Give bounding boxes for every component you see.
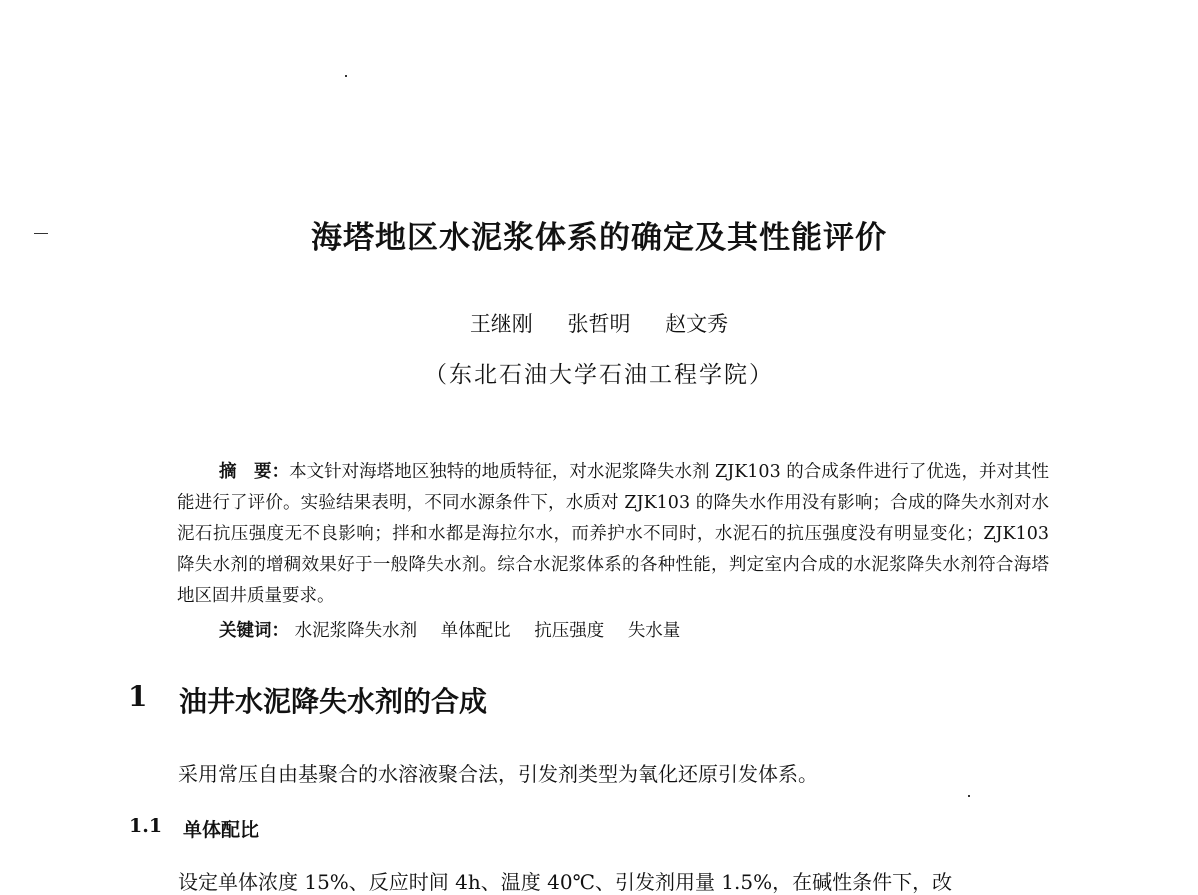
abstract-block xyxy=(177,457,1049,612)
author-name: 赵文秀 xyxy=(665,312,729,336)
abstract-text: 本文针对海塔地区独特的地质特征，对水泥浆降失水剂 ZJK103 的合成条件进行了优选，并对其性能进行了评价。实验结果表明，不同水源条件下，水质对 ZJK103 的降失水作用没有影响；合成的降失水剂对水泥石抗压强度无不良影响；拌和水都是海拉尔水，而养护水不同时，水泥石的抗压强度没有明显变化；ZJK103 降失水剂的增稠效果好于一般降失水剂。综合水泥浆体系的各种性能，判定室内合成的水泥浆降失水剂符合海塔地区固井质量要求。 xyxy=(177,462,1050,606)
author-list xyxy=(0,308,1198,338)
keywords-label: 关键词： xyxy=(219,621,289,641)
section-heading: 油井水泥降失水剂的合成 xyxy=(179,685,488,718)
subsection-number: 1.1 xyxy=(129,815,163,837)
subsection-heading: 单体配比 xyxy=(183,819,260,841)
author-affiliation: （东北石油大学石油工程学院） xyxy=(424,362,774,388)
keyword-item: 单体配比 xyxy=(440,621,511,641)
author-name: 王继刚 xyxy=(469,312,533,336)
cutoff-text-line: 设定单体浓度 15%、反应时间 4h、温度 40℃、引发剂用量 1.5%，在碱性条件下，改 xyxy=(178,870,953,894)
scan-mark xyxy=(34,233,48,234)
scan-mark xyxy=(345,75,347,77)
author-name: 张哲明 xyxy=(567,312,631,336)
keyword-item: 水泥浆降失水剂 xyxy=(294,621,418,641)
keyword-item: 失水量 xyxy=(627,621,681,641)
paper-title: 海塔地区水泥浆体系的确定及其性能评价 xyxy=(311,220,887,256)
keyword-item: 抗压强度 xyxy=(534,621,605,641)
abstract-label: 摘 要： xyxy=(219,462,290,482)
body-paragraph: 采用常压自由基聚合的水溶液聚合法，引发剂类型为氧化还原引发体系。 xyxy=(178,762,818,786)
scan-mark xyxy=(968,795,970,797)
keywords-block xyxy=(219,617,698,642)
section-number: 1 xyxy=(128,680,148,713)
